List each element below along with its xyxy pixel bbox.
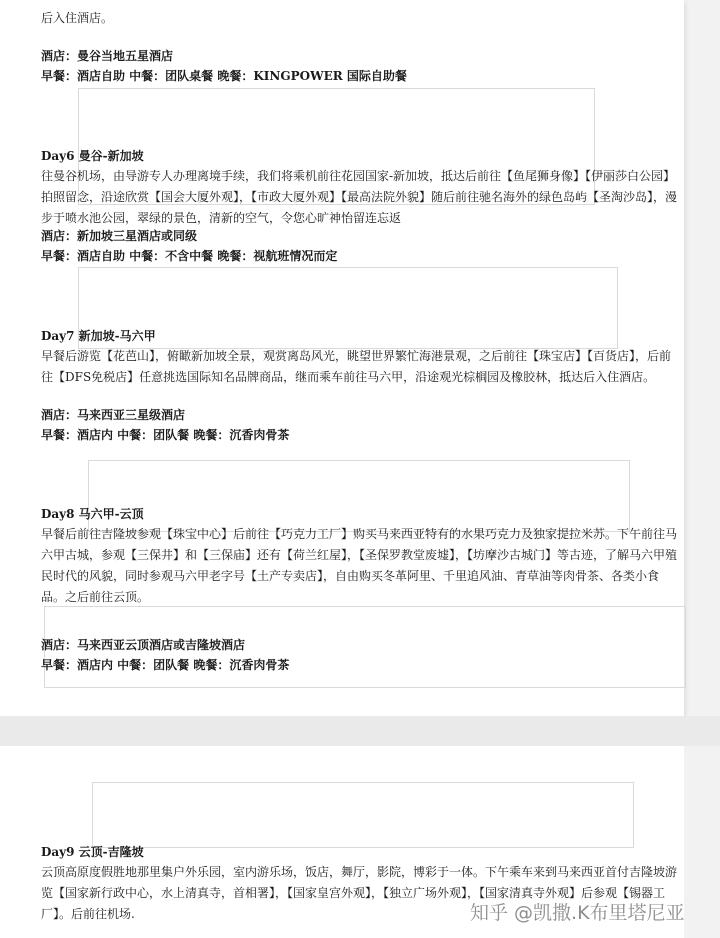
day5-hotel-line: 酒店：曼谷当地五星酒店 <box>41 49 174 63</box>
day9-description: 云顶高原度假胜地那里集户外乐园，室内游乐场，饭店，舞厅，影院，博彩于一体。下午乘车来到马来西亚首付吉隆坡游览【国家新行政中心，水上清真寺，首相署】，【国家皇宫外观】，【独立广场外观】，【国家清真寺外观】后参观【锡器工厂】。后前往机场. <box>41 865 678 921</box>
day6-meal-line: 早餐：酒店自助 中餐：不含中餐 晚餐：视航班情况而定 <box>41 249 338 263</box>
day7-meal-line: 早餐：酒店内 中餐：团队餐 晚餐：沉香肉骨茶 <box>41 428 290 442</box>
day8-title: Day8 马六甲-云顶 <box>41 507 144 521</box>
zhihu-watermark: 知乎 @凯撒.K布里塔尼亚 <box>470 902 685 924</box>
day8-meal-line: 早餐：酒店内 中餐：团队餐 晚餐：沉香肉骨茶 <box>41 658 290 672</box>
day7-title: Day7 新加坡-马六甲 <box>41 329 156 343</box>
day6-title: Day6 曼谷-新加坡 <box>41 149 144 163</box>
day9-title: Day9 云顶-吉隆坡 <box>41 845 144 859</box>
day7-description: 早餐后游览【花芭山】，俯瞰新加坡全景，观赏离岛风光，眺望世界繁忙海港景观，之后前往【珠宝店】【百货店】，后前往【DFS免税店】任意挑选国际知名品牌商品，继而乘车前往马六甲，沿途观光棕榈园及橡胶林，抵达后入住酒店。 <box>41 349 672 384</box>
page-gap <box>0 716 720 746</box>
day8-description: 早餐后前往吉隆坡参观【珠宝中心】后前往【巧克力工厂】购买马来西亚特有的水果巧克力及独家提拉米苏。下午前往马六甲古城，参观【三保井】和【三保庙】还有【荷兰红屋】，【圣保罗教堂废墟】，【坊摩沙古城门】等古迹，了解马六甲殖民时代的风貌，同时参观马六甲老字号【土产专卖店】，自由购买冬革阿里、千里追风油、青草油等肉骨茶、各类小食品。之后前往云顶。 <box>41 527 678 604</box>
day7-hotel-line: 酒店：马来西亚三星级酒店 <box>41 408 186 422</box>
background-edge <box>684 0 720 938</box>
previous-day-fragment: 后入住酒店。 <box>41 11 114 25</box>
day6-hotel-line: 酒店：新加坡三星酒店或同级 <box>41 229 198 243</box>
day5-meal-line: 早餐：酒店自助 中餐：团队桌餐 晚餐：KINGPOWER 国际自助餐 <box>41 69 407 83</box>
day8-hotel-line: 酒店：马来西亚云顶酒店或吉隆坡酒店 <box>41 638 246 652</box>
day6-description: 往曼谷机场，由导游专人办理离境手续，我们将乘机前往花园国家-新加坡，抵达后前往【鱼尾狮身像】【伊丽莎白公园】拍照留念，沿途欣赏【国会大厦外观】，【市政大厦外观】【最高法院外貌】随后前往驰名海外的绿色岛屿【圣淘沙岛】，漫步于喷水池公园，翠绿的景色，清新的空气，令您心旷神怡留连忘返 <box>41 169 678 225</box>
faint-frame <box>92 782 634 848</box>
